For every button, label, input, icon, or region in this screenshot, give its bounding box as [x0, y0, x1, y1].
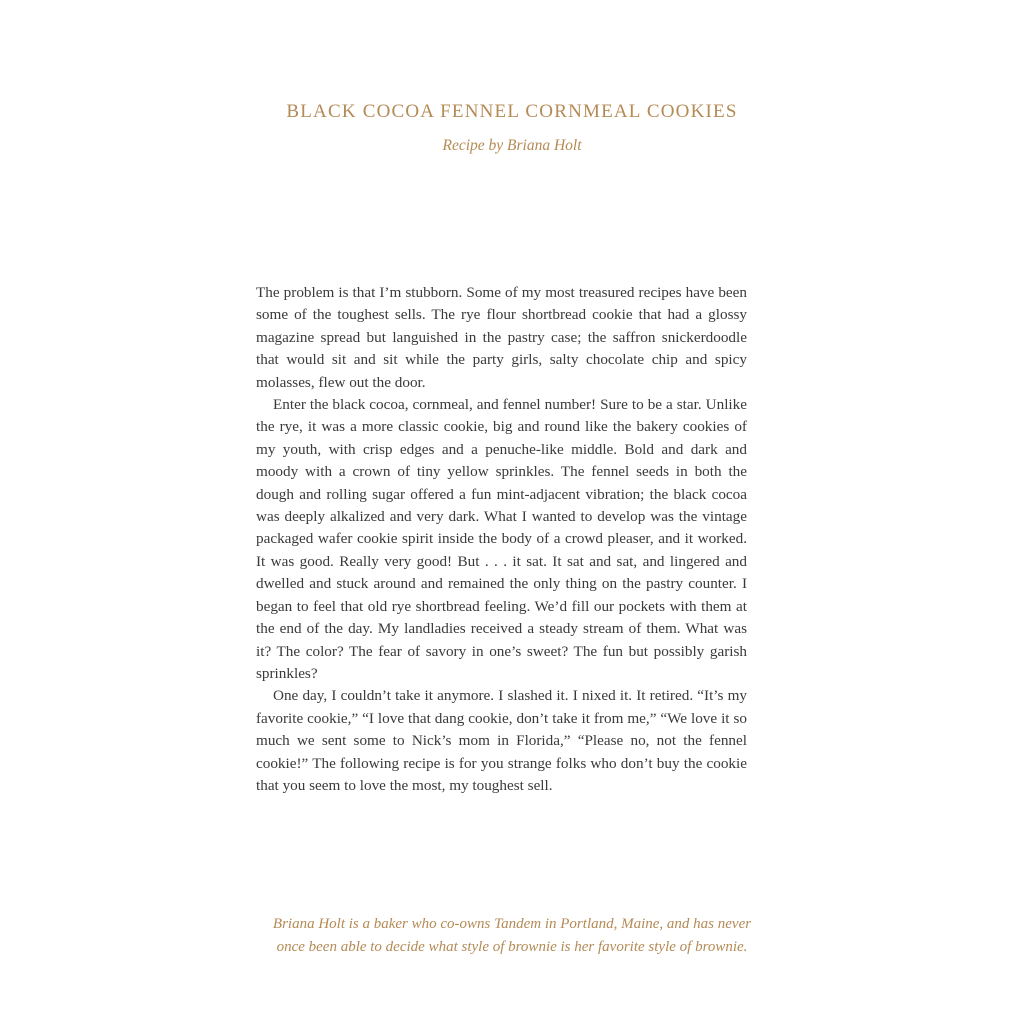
paragraph-2: Enter the black cocoa, cornmeal, and fennel number! Sure to be a star. Unlike the rye, it was a more classic cookie, big and round like the bakery cookies of my youth, with crisp edges and a penuche-like middle. Bold and dark and moody with a crown of tiny yellow sprinkles. The fennel seeds in both the dough and rolling sugar offered a fun mint-adjacent vibration; the black cocoa was deeply alkalized and very dark. What I wanted to develop was the vintage packaged wafer cookie spirit inside the body of a crowd pleaser, and it worked. It was good. Really very good! But . . . it sat. It sat and sat, and lingered and dwelled and stuck around and remained the only thing on the pastry counter. I began to feel that old rye shortbread feeling. We’d fill our pockets with them at the end of the day. My landladies received a steady stream of them. What was it? The color? The fear of savory in one’s sweet? The fun but possibly garish sprinkles? — [256, 396, 747, 682]
paragraph-3: One day, I couldn’t take it anymore. I slashed it. I nixed it. It retired. “It’s my favorite cookie,” “I love that dang cookie, don’t take it from me,” “We love it so much we sent some to Nick’s mom in Florida,” “Please no, not the fennel cookie!” The following recipe is for you strange folks who don’t buy the cookie that you seem to love the most, my toughest sell. — [256, 687, 747, 794]
author-bio: Briana Holt is a baker who co-owns Tandem in Portland, Maine, and has never once been able to decide what style of brownie is her favorite style of brownie. — [272, 916, 752, 955]
paragraph-1: The problem is that I’m stubborn. Some of my most treasured recipes have been some of the toughest sells. The rye flour shortbread cookie that had a glossy magazine spread but languished in the pastry case; the saffron snickerdoodle that would sit and sit while the party girls, salty chocolate chip and spicy molasses, flew out the door. — [256, 284, 747, 391]
recipe-title: BLACK COCOA FENNEL CORNMEAL COOKIES — [286, 101, 738, 122]
recipe-byline: Recipe by Briana Holt — [442, 137, 582, 154]
intro-text — [256, 282, 747, 797]
